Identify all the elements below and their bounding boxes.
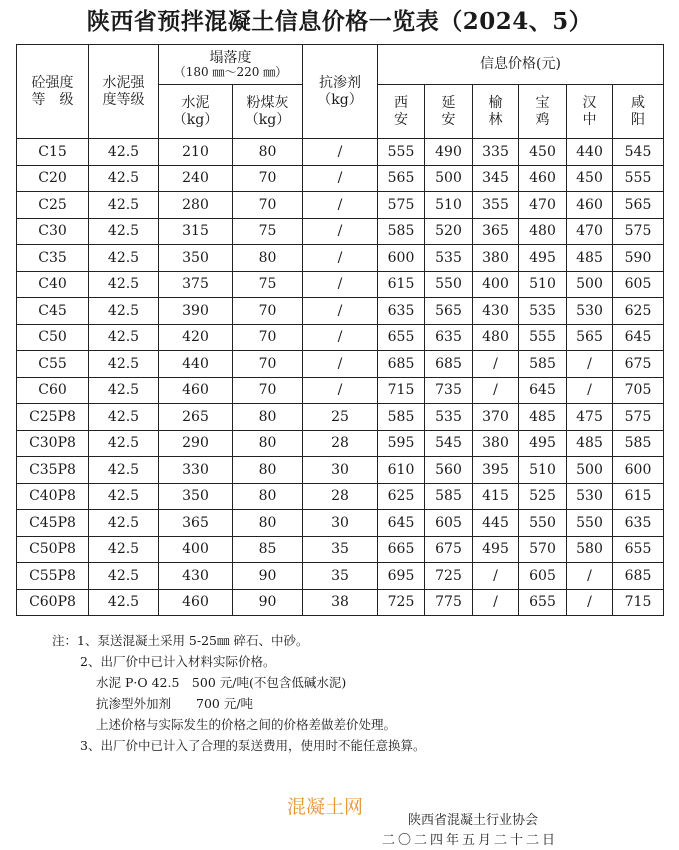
table-cell: 365 [159,510,233,537]
table-cell: 460 [519,165,567,192]
table-cell: / [473,351,519,378]
table-cell: / [303,351,378,378]
table-cell: 585 [425,483,473,510]
table-cell: 595 [378,430,425,457]
note-3: 3、出厂价中已计入了合理的泵送费用，使用时不能任意换算。 [80,738,426,753]
table-cell: 375 [159,271,233,298]
table-row [17,245,664,272]
table-row [17,430,664,457]
table-row [17,483,664,510]
table-cell: / [567,589,613,616]
header-flyash [233,85,303,139]
table-cell: 365 [473,218,519,245]
page-title: 陕西省预拌混凝土信息价格一览表（2024、5） [86,8,593,35]
header-antiseep [303,45,378,139]
table-cell: 500 [425,165,473,192]
table-cell: 42.5 [89,536,159,563]
city-bottom: 安 [394,111,409,128]
table-cell: 555 [519,324,567,351]
table-cell: 495 [519,245,567,272]
table-cell: 42.5 [89,563,159,590]
table-cell: / [567,563,613,590]
header-cement [159,85,233,139]
table-cell: 440 [567,139,613,166]
watermark-logo: 混凝土网 [287,796,364,818]
table-cell: / [303,324,378,351]
table-cell: 665 [378,536,425,563]
city-bottom: 中 [582,111,597,128]
table-cell: 380 [473,430,519,457]
table-cell: 575 [613,218,664,245]
table-cell: 265 [159,404,233,431]
table-cell: 555 [378,139,425,166]
table-cell: 615 [378,271,425,298]
table-cell: 70 [233,324,303,351]
header-cement-grade [89,45,159,139]
table-row [17,589,664,616]
table-cell: 565 [567,324,613,351]
note-2-cement: 水泥 P·O 42.5 500 元/吨(不包含低碱水泥) [96,675,347,690]
header-antiseep-line2: （kg） [317,91,363,108]
table-cell: 42.5 [89,377,159,404]
table-cell: 80 [233,483,303,510]
table-cell: 42.5 [89,589,159,616]
table-row [17,271,664,298]
table-cell: 80 [233,245,303,272]
table-cell: / [567,377,613,404]
table-cell: 415 [473,483,519,510]
table-cell: 355 [473,192,519,219]
table-cell: 42.5 [89,457,159,484]
city-bottom: 鸡 [535,111,550,128]
table-cell: 605 [519,563,567,590]
header-cement-grade-line1: 水泥强 [102,75,145,92]
table-cell: 42.5 [89,192,159,219]
table-cell: 600 [613,457,664,484]
table-cell: C35P8 [17,457,89,484]
table-cell: 535 [425,404,473,431]
table-cell: / [303,377,378,404]
table-cell: 585 [378,404,425,431]
table-cell: 520 [425,218,473,245]
price-table [16,44,664,616]
table-cell: 210 [159,139,233,166]
table-body [17,139,664,616]
table-cell: 42.5 [89,218,159,245]
header-flyash-line1: 粉煤灰 [246,95,289,112]
table-cell: 330 [159,457,233,484]
table-cell: C50 [17,324,89,351]
table-cell: 70 [233,192,303,219]
table-cell: 495 [519,430,567,457]
table-cell: 75 [233,271,303,298]
table-cell: 42.5 [89,404,159,431]
header-cement-line2: （kg） [172,111,219,128]
table-cell: 775 [425,589,473,616]
table-cell: 600 [378,245,425,272]
table-cell: 570 [519,536,567,563]
table-cell: 655 [519,589,567,616]
table-cell: 550 [519,510,567,537]
city-top: 榆 [488,95,503,112]
table-cell: 335 [473,139,519,166]
table-cell: 400 [473,271,519,298]
table-cell: C45 [17,298,89,325]
table-cell: 685 [378,351,425,378]
table-cell: 80 [233,457,303,484]
table-cell: / [303,298,378,325]
city-bottom: 林 [488,111,503,128]
table-cell: / [303,271,378,298]
table-cell: C45P8 [17,510,89,537]
table-row [17,510,664,537]
table-cell: 380 [473,245,519,272]
table-cell: 530 [567,298,613,325]
table-row [17,404,664,431]
header-antiseep-line1: 抗渗剂 [319,75,362,92]
table-cell: / [473,563,519,590]
table-cell: 42.5 [89,271,159,298]
table-cell: 615 [613,483,664,510]
table-cell: 42.5 [89,139,159,166]
city-top: 西 [394,95,409,112]
table-cell: 725 [425,563,473,590]
table-cell: 420 [159,324,233,351]
table-cell: 675 [425,536,473,563]
table-cell: 525 [519,483,567,510]
table-cell: 460 [159,377,233,404]
table-cell: 605 [425,510,473,537]
table-cell: 450 [519,139,567,166]
table-cell: 580 [567,536,613,563]
city-top: 延 [441,95,456,112]
table-cell: 735 [425,377,473,404]
table-row [17,377,664,404]
table-cell: 605 [613,271,664,298]
table-cell: 80 [233,430,303,457]
note-2-diff: 上述价格与实际发生的价格之间的价格差做差价处理。 [96,717,397,732]
table-cell: 485 [567,430,613,457]
table-cell: C40 [17,271,89,298]
table-cell: 345 [473,165,519,192]
table-cell: 30 [303,510,378,537]
table-cell: 545 [613,139,664,166]
table-cell: 42.5 [89,165,159,192]
table-cell: 90 [233,589,303,616]
table-cell: C30P8 [17,430,89,457]
header-price: 信息价格(元) [378,45,664,85]
table-cell: 370 [473,404,519,431]
table-cell: / [303,139,378,166]
header-grade-line1: 砼强度 [31,75,74,92]
table-cell: 35 [303,536,378,563]
table-cell: 470 [519,192,567,219]
notes [52,630,425,756]
table-cell: 695 [378,563,425,590]
table-cell: 625 [378,483,425,510]
table-cell: 430 [159,563,233,590]
table-cell: 25 [303,404,378,431]
table-cell: 395 [473,457,519,484]
table-cell: 90 [233,563,303,590]
header-grade [17,45,89,139]
header-slump [159,45,303,85]
table-cell: 390 [159,298,233,325]
table-cell: 70 [233,165,303,192]
table-cell: C55 [17,351,89,378]
table-cell: 280 [159,192,233,219]
table-row [17,192,664,219]
table-cell: 635 [425,324,473,351]
table-cell: 550 [567,510,613,537]
header-city-xianyang [613,85,664,139]
table-cell: 655 [378,324,425,351]
header-city-yanan [425,85,473,139]
header-slump-line1: 塌落度 [209,49,252,66]
table-cell: C35 [17,245,89,272]
table-cell: 655 [613,536,664,563]
header-flyash-line2: （kg） [244,111,291,128]
table-cell: 500 [567,271,613,298]
header-slump-line2: （180 ㎜～220 ㎜） [173,64,288,79]
city-top: 汉 [582,95,597,112]
header-cement-grade-line2: 度等级 [102,91,145,108]
table-cell: / [473,377,519,404]
table-cell: 485 [567,245,613,272]
table-cell: 38 [303,589,378,616]
table-cell: 510 [425,192,473,219]
table-cell: 510 [519,271,567,298]
city-top: 咸 [631,95,646,112]
table-cell: 42.5 [89,510,159,537]
table-cell: 400 [159,536,233,563]
table-cell: 545 [425,430,473,457]
table-cell: 475 [567,404,613,431]
table-cell: C50P8 [17,536,89,563]
table-cell: 70 [233,377,303,404]
table-cell: 470 [567,218,613,245]
table-cell: 485 [519,404,567,431]
note-2-additive: 抗渗型外加剂 700 元/吨 [96,696,254,711]
table-cell: 30 [303,457,378,484]
header-city-yulin [473,85,519,139]
table-cell: 440 [159,351,233,378]
table-cell: / [567,351,613,378]
table-cell: 635 [378,298,425,325]
table-row [17,351,664,378]
header-cement-line1: 水泥 [181,95,210,112]
table-cell: C20 [17,165,89,192]
table-cell: 35 [303,563,378,590]
issuing-organization: 陕西省混凝土行业协会 [408,813,539,828]
table-cell: 80 [233,404,303,431]
table-cell: 725 [378,589,425,616]
table-cell: 70 [233,351,303,378]
table-cell: 80 [233,510,303,537]
table-cell: 530 [567,483,613,510]
header-city-baoji [519,85,567,139]
table-cell: 675 [613,351,664,378]
table-cell: / [303,218,378,245]
table-cell: 715 [378,377,425,404]
note-2: 2、出厂价中已计入材料实际价格。 [80,654,276,669]
table-cell: 645 [519,377,567,404]
table-cell: 350 [159,483,233,510]
table-cell: 565 [378,165,425,192]
table-cell: 585 [378,218,425,245]
table-cell: 555 [613,165,664,192]
table-cell: 560 [425,457,473,484]
header-city-hanzhong [567,85,613,139]
table-row [17,165,664,192]
table-cell: C25P8 [17,404,89,431]
table-cell: 575 [378,192,425,219]
table-row [17,563,664,590]
table-row [17,139,664,166]
table-cell: C40P8 [17,483,89,510]
table-row [17,324,664,351]
table-cell: 42.5 [89,298,159,325]
table-row [17,298,664,325]
table-cell: 635 [613,510,664,537]
table-cell: 585 [519,351,567,378]
table-cell: 705 [613,377,664,404]
table-cell: / [473,589,519,616]
table-cell: 610 [378,457,425,484]
table-cell: C25 [17,192,89,219]
table-cell: 535 [519,298,567,325]
table-cell: 565 [425,298,473,325]
table-cell: 42.5 [89,483,159,510]
table-cell: 460 [159,589,233,616]
table-row [17,218,664,245]
table-cell: 42.5 [89,430,159,457]
header-city-xian [378,85,425,139]
table-cell: 510 [519,457,567,484]
table-row [17,457,664,484]
city-top: 宝 [535,95,550,112]
table-cell: 535 [425,245,473,272]
table-cell: C30 [17,218,89,245]
table-row [17,536,664,563]
table-cell: 42.5 [89,351,159,378]
table-cell: 350 [159,245,233,272]
table-cell: C60P8 [17,589,89,616]
table-cell: 85 [233,536,303,563]
table-cell: 70 [233,298,303,325]
table-cell: 625 [613,298,664,325]
table-cell: C55P8 [17,563,89,590]
table-cell: 28 [303,430,378,457]
table-cell: 42.5 [89,324,159,351]
table-cell: / [303,165,378,192]
table-cell: 590 [613,245,664,272]
table-cell: 80 [233,139,303,166]
note-1: 注：1、泵送混凝土采用 5-25㎜ 碎石、中砂。 [52,633,309,648]
table-cell: 480 [519,218,567,245]
table-cell: 645 [378,510,425,537]
city-bottom: 阳 [631,111,646,128]
table-cell: 685 [613,563,664,590]
table-cell: 500 [567,457,613,484]
table-cell: 460 [567,192,613,219]
table-cell: 290 [159,430,233,457]
table-cell: / [303,245,378,272]
table-cell: 585 [613,430,664,457]
table-cell: / [303,192,378,219]
header-grade-line2: 等 级 [31,91,74,108]
table-cell: 490 [425,139,473,166]
table-cell: 645 [613,324,664,351]
table-cell: 550 [425,271,473,298]
table-cell: 495 [473,536,519,563]
table-cell: 75 [233,218,303,245]
table-cell: 430 [473,298,519,325]
table-cell: C60 [17,377,89,404]
table-cell: 715 [613,589,664,616]
table-cell: 42.5 [89,245,159,272]
table-cell: 685 [425,351,473,378]
table-cell: 480 [473,324,519,351]
table-cell: C15 [17,139,89,166]
table-cell: 240 [159,165,233,192]
city-bottom: 安 [441,111,456,128]
table-cell: 315 [159,218,233,245]
table-cell: 575 [613,404,664,431]
table-cell: 565 [613,192,664,219]
table-cell: 445 [473,510,519,537]
table-cell: 28 [303,483,378,510]
table-cell: 450 [567,165,613,192]
issue-date: 二〇二四年五月二十二日 [382,833,559,848]
